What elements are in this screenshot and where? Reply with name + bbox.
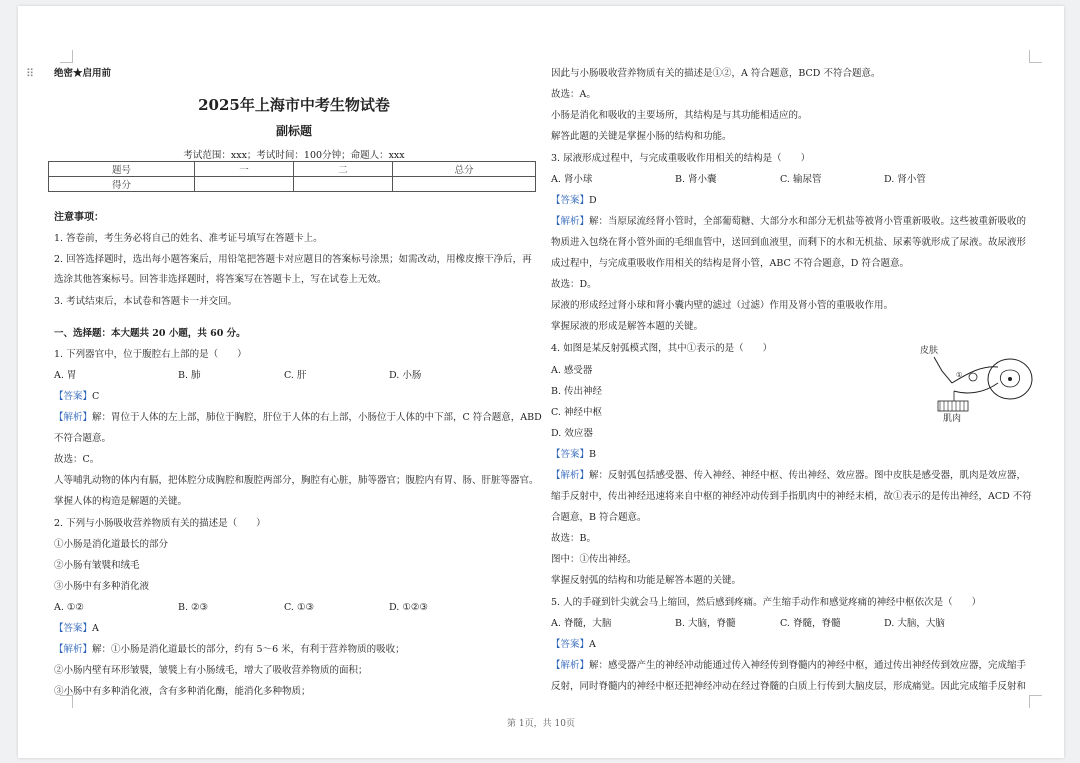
figure-label-pathway: ① — [956, 371, 963, 379]
margin-mark — [60, 50, 73, 63]
analysis-tag: 【解析】 — [551, 216, 590, 227]
analysis-tag: 【解析】 — [551, 660, 590, 671]
option: A. ①② — [54, 602, 84, 613]
option: B. ②③ — [178, 602, 209, 613]
conclusion-line: 故选：A。 — [551, 89, 596, 100]
option: C. 脊髓，脊髓 — [780, 618, 841, 629]
drag-handle-icon[interactable]: ⠿ — [26, 67, 34, 80]
score-cell: 二 — [294, 162, 393, 177]
secret-label: 绝密★启用前 — [54, 68, 112, 79]
analysis-text: 解：当原尿流经肾小管时，全部葡萄糖、大部分水和部分无机盐等被肾小管重新吸收。这些被重新吸收的 — [589, 216, 1027, 227]
answer-tag: 【答案】 — [551, 195, 590, 206]
explanation-line: 图中：①传出神经。 — [551, 554, 637, 565]
question-stem: 4. 如图是某反射弧模式图，其中①表示的是（ ） — [551, 343, 773, 354]
note-line: 2. 回答选择题时，选出每小题答案后，用铅笔把答题卡对应题目的答案标号涂黑；如需改动，用橡皮擦干净后，再 — [54, 254, 532, 265]
analysis-line: 合题意，B 符合题意。 — [551, 512, 647, 523]
analysis-line: 物质进入包绕在肾小管外面的毛细血管中，送回到血液里，而剩下的水和无机盐、尿素等就形成了尿液。故尿液形 — [551, 237, 1027, 248]
analysis-text: 解：胃位于人体的左上部，肺位于胸腔，肝位于人体的右上部，小肠位于人体的中下部，C 符合题意，ABD — [92, 412, 542, 423]
option: A. 脊髓，大脑 — [551, 618, 612, 629]
statement-line: ②小肠有皱襞和绒毛 — [54, 560, 140, 571]
margin-mark — [1029, 50, 1042, 63]
option: A. 感受器 — [551, 365, 593, 376]
option: C. 神经中枢 — [551, 407, 602, 418]
analysis-line: 反射，同时脊髓内的神经中枢还把神经冲动在经过脊髓的白质上行传到大脑皮层，形成痛觉。因此完成缩手反射和 — [551, 681, 1027, 692]
question-stem: 2. 下列与小肠吸收营养物质有关的描述是（ ） — [54, 518, 266, 529]
statement-line: ③小肠中有多种消化液 — [54, 581, 150, 592]
analysis-line: 成过程中，与完成重吸收作用相关的结构是肾小管，ABC 不符合题意，D 符合题意。 — [551, 258, 909, 269]
answer-value: B — [589, 449, 596, 460]
explanation-line: 掌握人体的构造是解题的关键。 — [54, 496, 188, 507]
conclusion-line: 故选：D。 — [551, 279, 597, 290]
question-stem: 1. 下列器官中，位于腹腔右上部的是（ ） — [54, 349, 247, 360]
option: B. 传出神经 — [551, 386, 603, 397]
option: B. 肾小囊 — [675, 174, 717, 185]
analysis-tag: 【解析】 — [551, 470, 590, 481]
score-cell[interactable] — [294, 177, 393, 192]
note-line: 选涂其他答案标号。回答非选择题时，将答案写在答题卡上，写在试卷上无效。 — [54, 274, 387, 285]
subtitle: 副标题 — [275, 124, 312, 138]
question-stem: 5. 人的手碰到针尖就会马上缩回，然后感到疼痛。产生缩手动作和感觉疼痛的神经中枢依次是（ ） — [551, 597, 982, 608]
muscle-fibers-icon — [940, 401, 964, 411]
analysis-line — [54, 412, 542, 424]
exam-info: 考试范围：xxx；考试时间：100分钟；命题人：xxx — [183, 150, 405, 161]
answer-value: D — [589, 195, 597, 206]
analysis-line: ②小肠内壁有环形皱襞，皱襞上有小肠绒毛，增大了吸收营养物质的面积； — [54, 665, 368, 676]
section-heading: 一、选择题：本大题共 20 小题，共 60 分。 — [54, 328, 246, 339]
page-footer: 第 1页，共 10页 — [507, 719, 575, 729]
analysis-tag: 【解析】 — [54, 644, 93, 655]
skin-line — [934, 357, 952, 383]
option: D. ①②③ — [389, 602, 428, 613]
answer-tag: 【答案】 — [54, 623, 93, 634]
answer-tag: 【答案】 — [551, 449, 590, 460]
analysis-line: 不符合题意。 — [54, 433, 112, 444]
option: D. 大脑，大脑 — [884, 618, 945, 629]
option: A. 肾小球 — [551, 174, 593, 185]
analysis-line: 缩手反射中，传出神经迅速将来自中枢的神经冲动传到手指肌肉中的神经末梢，故①表示的是传出神经，ACD 不符 — [551, 491, 1032, 502]
option: C. ①③ — [284, 602, 315, 613]
option: B. 肺 — [178, 370, 201, 381]
answer-line — [54, 391, 99, 403]
explanation-line: 解答此题的关键是掌握小肠的结构和功能。 — [551, 131, 732, 142]
reflex-arc-figure — [898, 343, 1048, 433]
answer-value: A — [92, 623, 99, 634]
answer-line — [54, 623, 99, 635]
analysis-line: ③小肠中有多种消化液，含有多种消化酶，能消化多种物质； — [54, 686, 311, 697]
option: D. 肾小管 — [884, 174, 926, 185]
explanation-line: 掌握尿液的形成是解答本题的关键。 — [551, 321, 704, 332]
analysis-line — [54, 644, 405, 656]
option: C. 输尿管 — [780, 174, 822, 185]
score-cell[interactable] — [393, 177, 536, 192]
explanation-line: 小肠是消化和吸收的主要场所，其结构是与其功能相适应的。 — [551, 110, 808, 121]
exam-page — [18, 6, 1064, 758]
efferent-nerve-line — [954, 383, 998, 393]
option: A. 胃 — [54, 370, 77, 381]
analysis-text: 解：①小肠是消化道最长的部分，约有 5～6 米，有利于营养物质的吸收； — [92, 644, 405, 655]
conclusion-line: 故选：B。 — [551, 533, 596, 544]
answer-value: C — [92, 391, 100, 402]
score-table — [48, 161, 536, 192]
analysis-text: 解：反射弧包括感受器、传入神经、神经中枢、传出神经、效应器。图中皮肤是感受器，肌肉是效应器， — [589, 470, 1027, 481]
analysis-line — [551, 216, 1026, 228]
conclusion-line: 故选：C。 — [54, 454, 100, 465]
explanation-line: 尿液的形成经过肾小球和肾小囊内壁的滤过（过滤）作用及肾小管的重吸收作用。 — [551, 300, 894, 311]
explanation-line: 人等哺乳动物的体内有膈，把体腔分成胸腔和腹腔两部分，胸腔有心脏，肺等器官；腹腔内有胃、肠、肝脏等器官。 — [54, 475, 539, 486]
explanation-line: 掌握反射弧的结构和功能是解答本题的关键。 — [551, 575, 742, 586]
statement-line: ①小肠是消化道最长的部分 — [54, 539, 169, 550]
score-cell[interactable] — [195, 177, 294, 192]
analysis-line: 因此与小肠吸收营养物质有关的描述是①②，A 符合题意，BCD 不符合题意。 — [551, 68, 881, 79]
option: B. 大脑，脊髓 — [675, 618, 736, 629]
option: D. 小肠 — [389, 370, 422, 381]
score-cell: 题号 — [49, 162, 195, 177]
note-line: 3. 考试结束后，本试卷和答题卡一并交回。 — [54, 296, 238, 307]
answer-line — [551, 195, 597, 207]
answer-value: A — [589, 639, 596, 650]
analysis-line — [551, 470, 1026, 482]
option: D. 效应器 — [551, 428, 593, 439]
margin-mark — [1029, 695, 1042, 708]
answer-line — [551, 449, 596, 461]
answer-tag: 【答案】 — [54, 391, 93, 402]
answer-line — [551, 639, 596, 651]
analysis-tag: 【解析】 — [54, 412, 93, 423]
option: C. 肝 — [284, 370, 307, 381]
score-cell: 总分 — [393, 162, 536, 177]
analysis-line — [551, 660, 1026, 672]
figure-label-skin: 皮肤 — [920, 346, 939, 356]
answer-tag: 【答案】 — [551, 639, 590, 650]
score-cell: 得分 — [49, 177, 195, 192]
figure-label-muscle: 肌肉 — [943, 414, 962, 424]
score-cell: 一 — [195, 162, 294, 177]
note-line: 1. 答卷前，考生务必将自己的姓名、准考证号填写在答题卡上。 — [54, 233, 323, 244]
ganglion-icon — [969, 373, 977, 381]
analysis-text: 解：感受器产生的神经冲动能通过传入神经传到脊髓内的神经中枢，通过传出神经传到效应器，完成缩手 — [589, 660, 1027, 671]
notes-heading: 注意事项： — [54, 212, 104, 223]
central-canal-icon — [1008, 377, 1012, 381]
question-stem: 3. 尿液形成过程中，与完成重吸收作用相关的结构是（ ） — [551, 153, 811, 164]
page-title: 2025年上海市中考生物试卷 — [198, 96, 390, 114]
muscle-icon — [938, 401, 968, 411]
